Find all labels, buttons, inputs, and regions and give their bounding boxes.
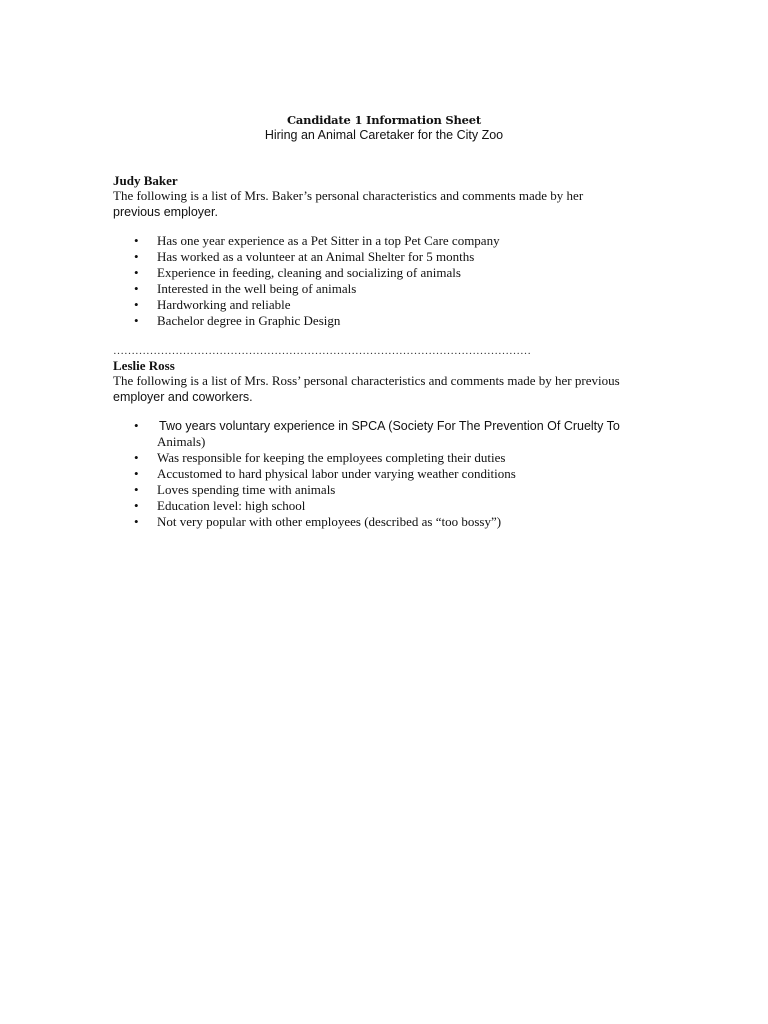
list-item: [113, 313, 653, 329]
bullet-list-leslie-ross: [113, 418, 653, 530]
bullet-icon: •: [134, 466, 139, 481]
list-item-continuation: [113, 434, 653, 450]
list-item: [113, 249, 653, 265]
list-item: [113, 297, 653, 313]
list-item: [113, 514, 653, 530]
list-item: [113, 281, 653, 297]
list-item-text: Was responsible for keeping the employees completing their duties: [157, 450, 506, 465]
list-item-text: Loves spending time with animals: [157, 482, 336, 497]
bullet-icon: •: [134, 498, 139, 513]
page-subtitle: Hiring an Animal Caretaker for the City Zoo: [264, 128, 504, 142]
bullet-icon: •: [134, 482, 139, 497]
candidate-intro-leslie-ross: [113, 373, 673, 405]
intro-line: The following is a list of Mrs. Ross’ personal characteristics and comments made by her previous: [113, 373, 620, 388]
list-item-text: Not very popular with other employees (described as “too bossy”): [157, 514, 502, 529]
list-item-text: Education level: high school: [157, 498, 306, 513]
intro-line: The following is a list of Mrs. Baker’s personal characteristics and comments made by her: [113, 188, 584, 203]
list-item: [113, 233, 653, 249]
list-item: [113, 498, 653, 514]
intro-line: employer and coworkers.: [113, 390, 253, 404]
bullet-icon: •: [134, 514, 139, 529]
list-item-text: Bachelor degree in Graphic Design: [157, 313, 341, 328]
list-item-text: Two years voluntary experience in SPCA (Society For The Prevention Of Cruelty To: [159, 419, 620, 433]
list-item: [113, 418, 653, 434]
bullet-icon: •: [134, 281, 139, 296]
list-item-text: Interested in the well being of animals: [157, 281, 357, 296]
page-title: Candidate 1 Information Sheet: [286, 113, 482, 127]
list-item: [113, 482, 653, 498]
list-item-text: Animals): [157, 434, 206, 449]
list-item: [113, 466, 653, 482]
bullet-icon: •: [134, 418, 139, 433]
candidate-name-leslie-ross: Leslie Ross: [113, 358, 175, 373]
bullet-icon: •: [134, 233, 139, 248]
candidate-intro-judy-baker: [113, 188, 633, 220]
bullet-icon: •: [134, 313, 139, 328]
bullet-icon: •: [134, 249, 139, 264]
bullet-list-judy-baker: [113, 233, 653, 329]
list-item: [113, 450, 653, 466]
bullet-icon: •: [134, 297, 139, 312]
intro-line: previous employer.: [113, 205, 218, 219]
list-item-text: Has worked as a volunteer at an Animal Shelter for 5 months: [157, 249, 475, 264]
list-item: [113, 265, 653, 281]
list-item-text: Has one year experience as a Pet Sitter in a top Pet Care company: [157, 233, 500, 248]
list-item-text: Hardworking and reliable: [157, 297, 291, 312]
candidate-name-judy-baker: Judy Baker: [113, 173, 178, 188]
bullet-icon: •: [134, 265, 139, 280]
bullet-icon: •: [134, 450, 139, 465]
list-item-text: Experience in feeding, cleaning and socializing of animals: [157, 265, 461, 280]
section-separator: ……………………………………………………………………………………………………: [113, 345, 531, 357]
list-item-text: Accustomed to hard physical labor under varying weather conditions: [157, 466, 516, 481]
